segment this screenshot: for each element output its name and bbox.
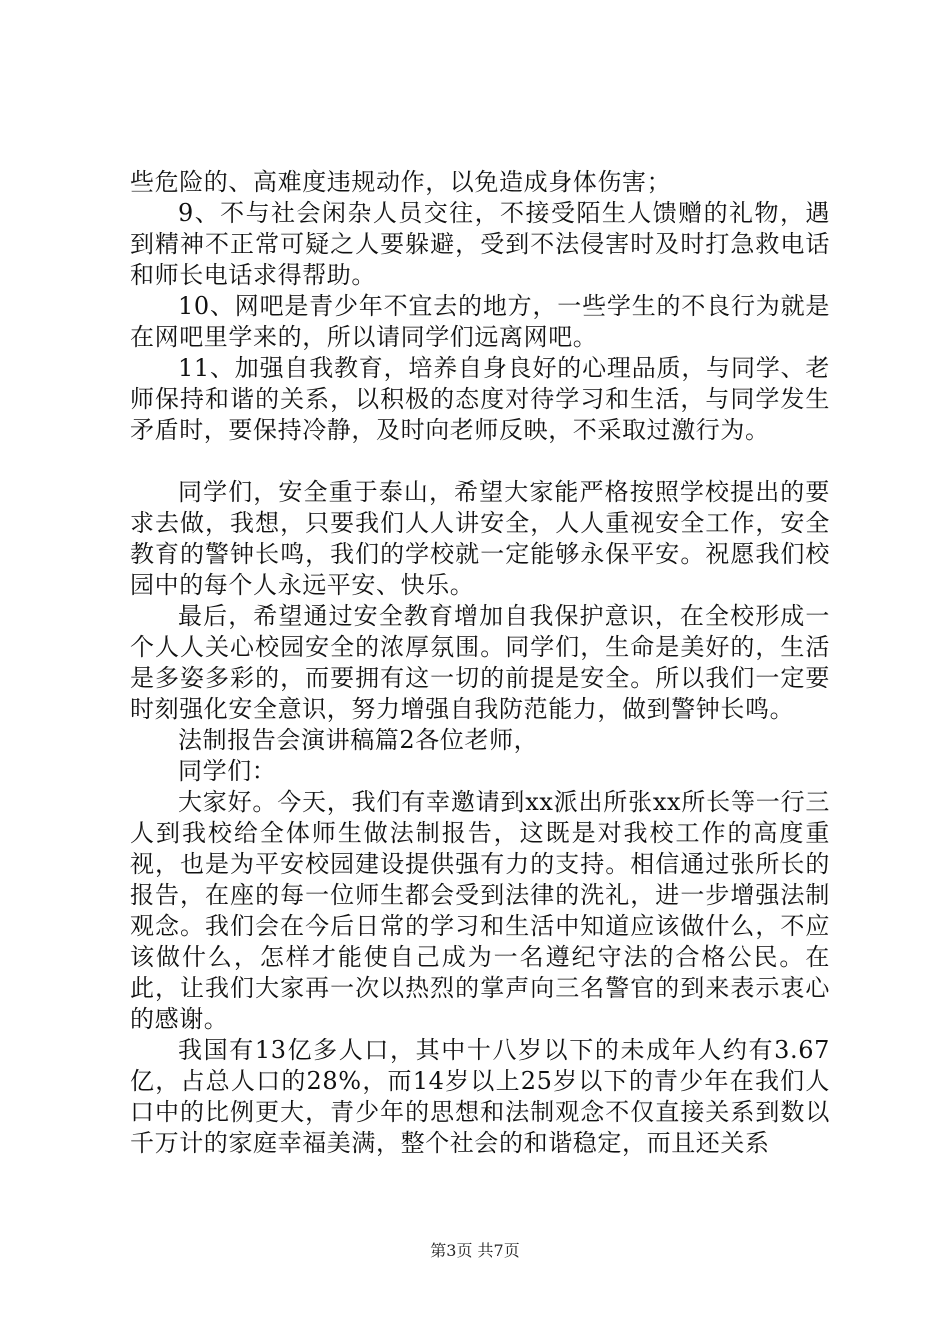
- document-body: [130, 167, 830, 1159]
- section-heading: 法制报告会演讲稿篇2各位老师，: [178, 726, 539, 754]
- paragraph-safety-summary: 同学们，安全重于泰山，希望大家能严格按照学校提出的要求去做，我想，只要我们人人讲安全，人人重视安全工作，安全教育的警钟长鸣，我们的学校就一定能够永保平安。祝愿我们校园中的每个人永远平安、快乐。: [130, 478, 830, 599]
- salutation: 同学们：: [178, 757, 277, 785]
- paragraph-greeting: 大家好。今天，我们有幸邀请到xx派出所张xx所长等一行三人到我校给全体师生做法制报告，这既是对我校工作的高度重视，也是为平安校园建设提供强有力的支持。相信通过张所长的报告，在座的每一位师生都会受到法律的洗礼，进一步增强法制观念。我们会在今后日常的学习和生活中知道应该做什么，不应该做什么，怎样才能使自己成为一名遵纪守法的合格公民。在此，让我们大家再一次以热烈的掌声向三名警官的到来表示衷心的感谢。: [130, 788, 830, 1033]
- paragraph-item-11: 11、加强自我教育，培养自身良好的心理品质，与同学、老师保持和谐的关系，以积极的态度对待学习和生活，与同学发生矛盾时，要保持冷静，及时向老师反映，不采取过激行为。: [130, 354, 830, 444]
- paragraph-continuation: 些危险的、高难度违规动作，以免造成身体伤害；: [130, 168, 672, 196]
- paragraph-statistics: 我国有13亿多人口，其中十八岁以下的未成年人约有3.67亿，占总人口的28%，而14岁以上25岁以下的青少年在我们人口中的比例更大，青少年的思想和法制观念不仅直接关系到数以千万计的家庭幸福美满，整个社会的和谐稳定，而且还关系: [130, 1036, 830, 1157]
- paragraph-item-10: 10、网吧是青少年不宜去的地方，一些学生的不良行为就是在网吧里学来的，所以请同学们远离网吧。: [130, 292, 830, 351]
- page-number-footer: 第3页 共7页: [430, 1241, 520, 1260]
- paragraph-closing: 最后，希望通过安全教育增加自我保护意识，在全校形成一个人人关心校园安全的浓厚氛围。同学们，生命是美好的，生活是多姿多彩的，而要拥有这一切的前提是安全。所以我们一定要时刻强化安全意识，努力增强自我防范能力，做到警钟长鸣。: [130, 602, 830, 723]
- paragraph-item-9: 9、不与社会闲杂人员交往，不接受陌生人馈赠的礼物，遇到精神不正常可疑之人要躲避，受到不法侵害时及时打急救电话和师长电话求得帮助。: [130, 199, 830, 289]
